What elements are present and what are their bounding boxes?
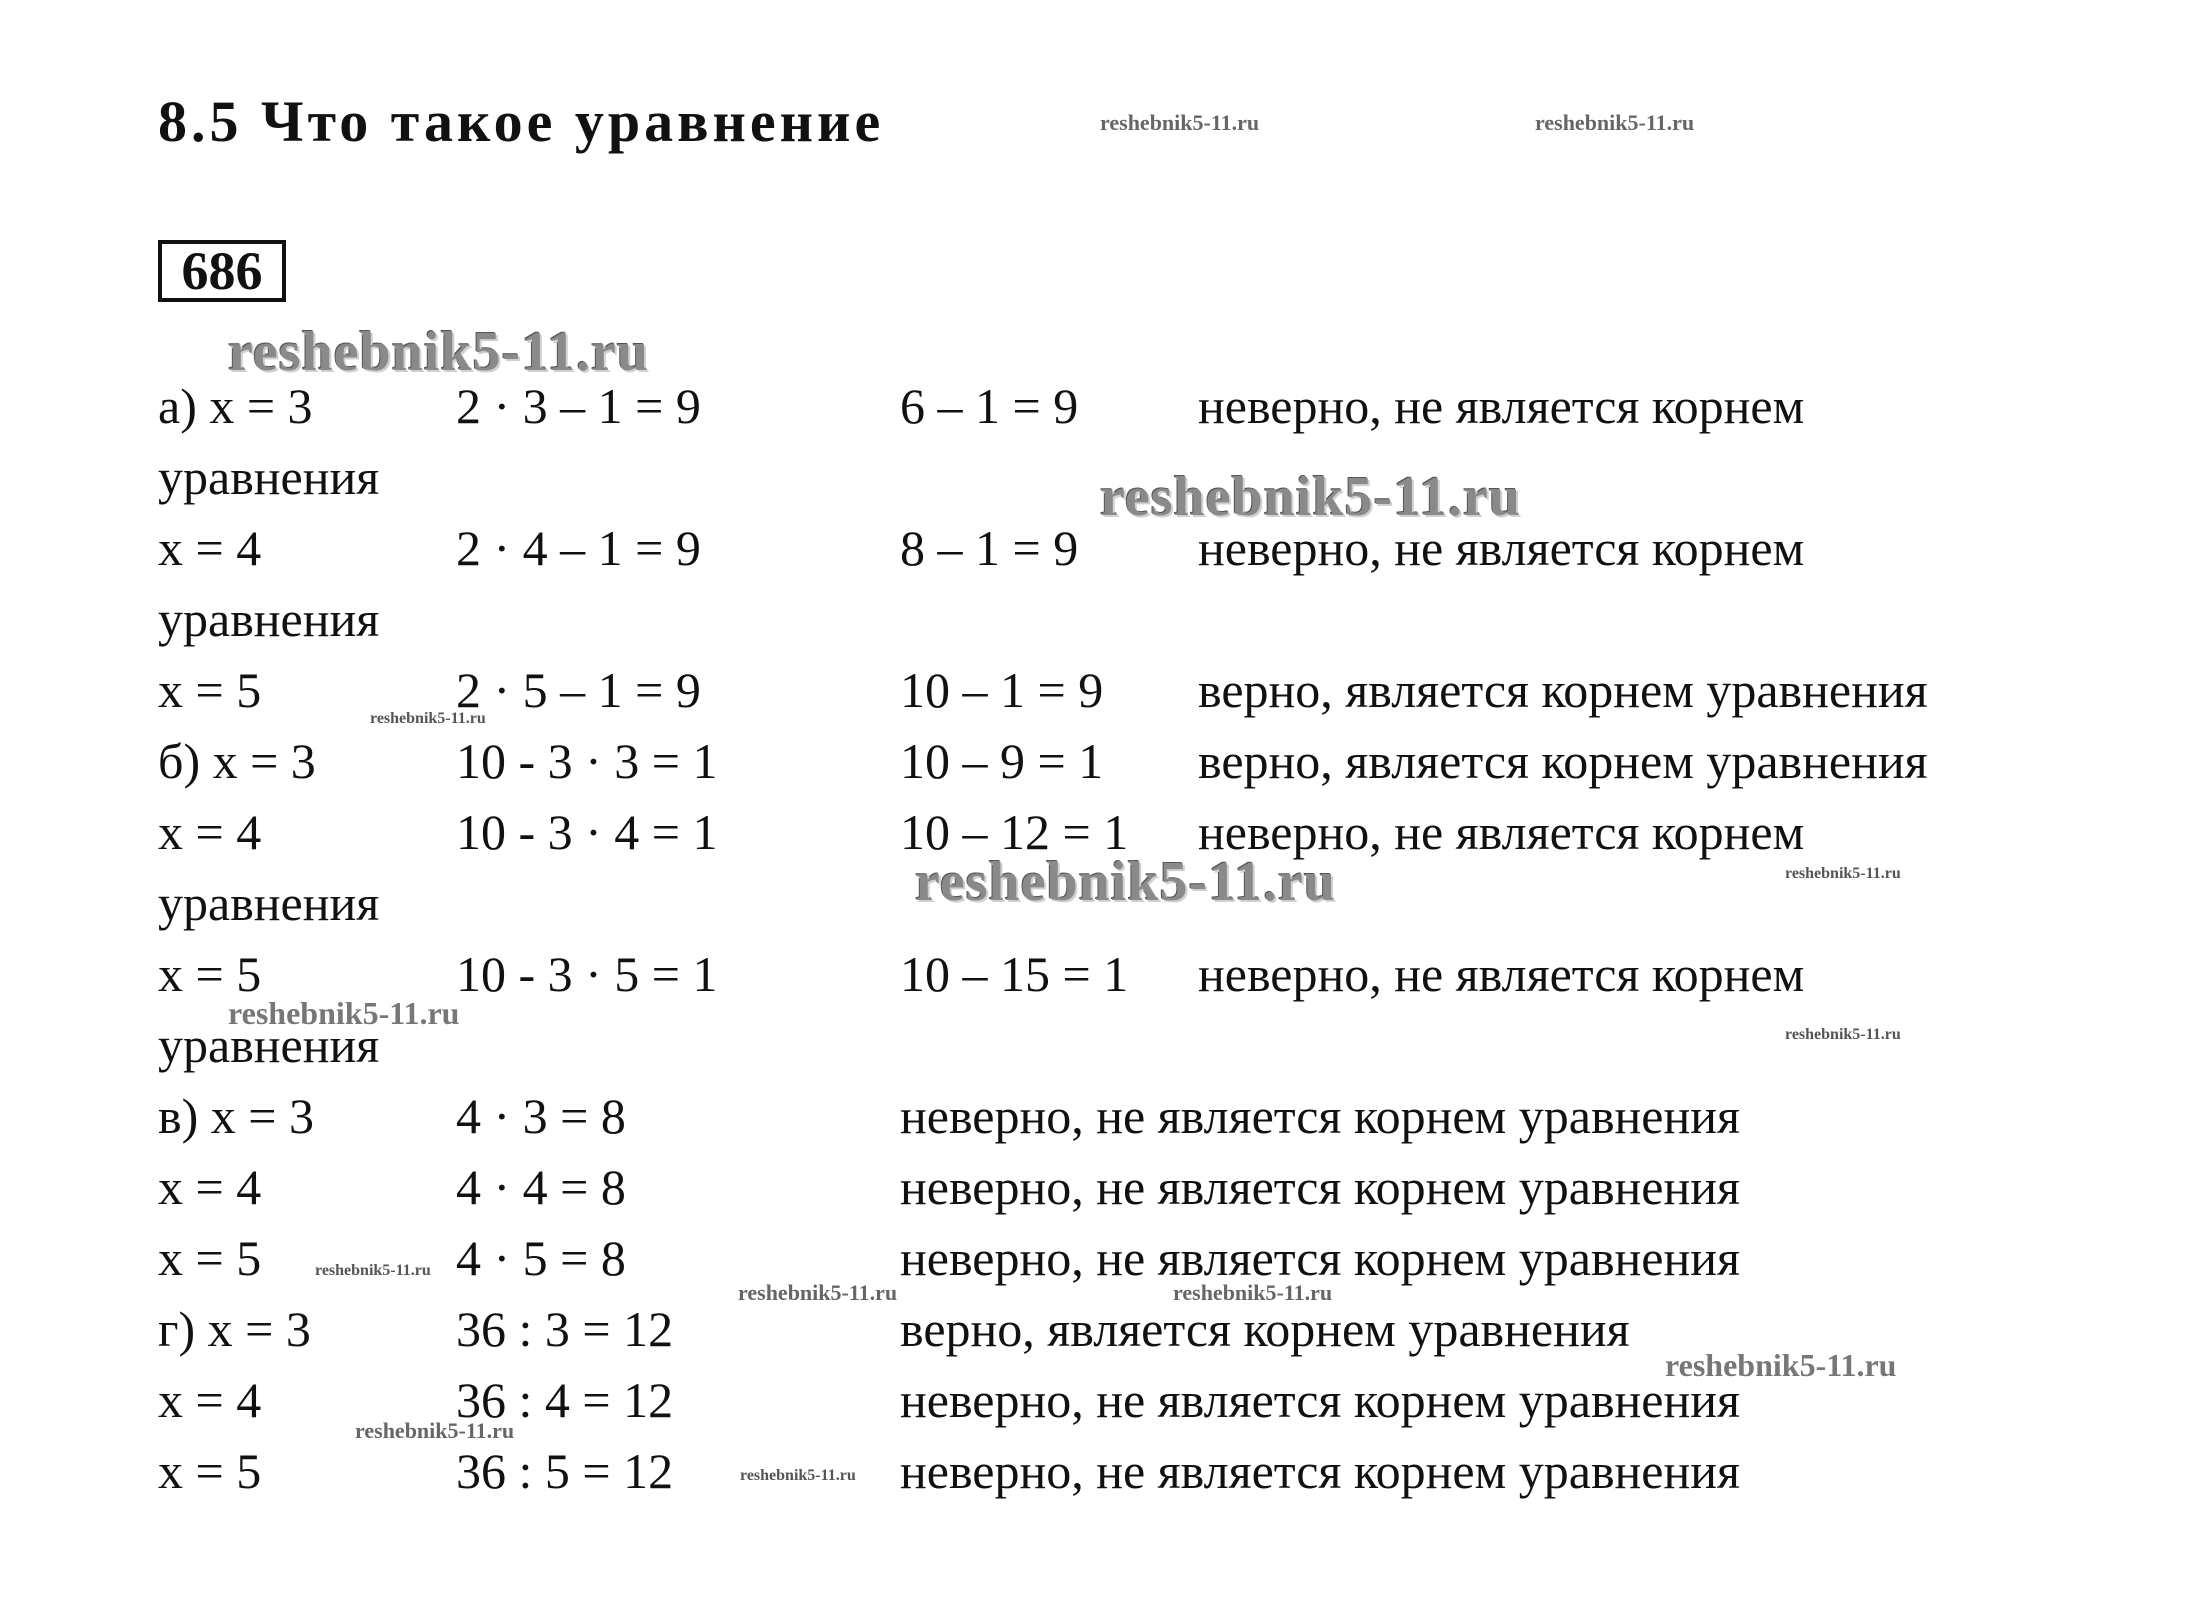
evaluation: 6 – 1 = 9 [900, 378, 1079, 434]
substitution: 4 · 4 = 8 [456, 1159, 626, 1215]
variable-value: б) x = 3 [158, 733, 316, 789]
substitution: 36 : 4 = 12 [456, 1372, 674, 1428]
substitution: 36 : 5 = 12 [456, 1443, 674, 1499]
watermark: reshebnik5-11.ru [1100, 466, 1522, 528]
evaluation: 10 – 9 = 1 [900, 733, 1104, 789]
watermark: reshebnik5-11.ru [1535, 110, 1695, 135]
verdict: неверно, не является корнем [1198, 520, 1805, 576]
watermark: reshebnik5-11.ru [915, 851, 1337, 913]
substitution: 4 · 5 = 8 [456, 1230, 626, 1286]
verdict: неверно, не является корнем уравнения [900, 1088, 1741, 1144]
substitution: 4 · 3 = 8 [456, 1088, 626, 1144]
watermark: reshebnik5-11.ru [370, 710, 486, 727]
verdict: неверно, не является корнем уравнения [900, 1443, 1741, 1499]
evaluation: 10 – 15 = 1 [900, 946, 1129, 1002]
variable-value: x = 4 [158, 1159, 262, 1215]
continuation: уравнения [158, 875, 380, 931]
variable-value: x = 5 [158, 1443, 262, 1499]
substitution: 2 · 5 – 1 = 9 [456, 662, 701, 718]
watermark: reshebnik5-11.ru [1785, 1026, 1901, 1043]
variable-value: x = 4 [158, 804, 262, 860]
continuation: уравнения [158, 1017, 380, 1073]
watermark: reshebnik5-11.ru [740, 1467, 856, 1484]
watermark: reshebnik5-11.ru [228, 321, 650, 383]
verdict: неверно, не является корнем уравнения [900, 1372, 1741, 1428]
variable-value: x = 5 [158, 1230, 262, 1286]
verdict: неверно, не является корнем [1198, 378, 1805, 434]
task-number: 686 [158, 240, 286, 302]
verdict: верно, является корнем уравнения [1198, 733, 1928, 789]
evaluation: 8 – 1 = 9 [900, 520, 1079, 576]
verdict: неверно, не является корнем уравнения [900, 1159, 1741, 1215]
verdict: неверно, не является корнем [1198, 804, 1805, 860]
watermark: reshebnik5-11.ru [355, 1418, 515, 1443]
verdict: верно, является корнем уравнения [900, 1301, 1630, 1357]
watermark: reshebnik5-11.ru [1665, 1347, 1897, 1383]
watermark: reshebnik5-11.ru [1100, 110, 1260, 135]
substitution: 2 · 3 – 1 = 9 [456, 378, 701, 434]
variable-value: г) x = 3 [158, 1301, 311, 1357]
continuation: уравнения [158, 449, 380, 505]
page-title: 8.5 Что такое уравнение [158, 89, 885, 154]
substitution: 10 - 3 · 5 = 1 [456, 946, 718, 1002]
continuation: уравнения [158, 591, 380, 647]
watermark: reshebnik5-11.ru [228, 995, 460, 1031]
variable-value: x = 5 [158, 946, 262, 1002]
watermark: reshebnik5-11.ru [1173, 1280, 1333, 1305]
variable-value: x = 4 [158, 520, 262, 576]
variable-value: x = 5 [158, 662, 262, 718]
verdict: неверно, не является корнем уравнения [900, 1230, 1741, 1286]
evaluation: 10 – 12 = 1 [900, 804, 1129, 860]
verdict: неверно, не является корнем [1198, 946, 1805, 1002]
watermark: reshebnik5-11.ru [315, 1262, 431, 1279]
watermark: reshebnik5-11.ru [1785, 865, 1901, 882]
verdict: верно, является корнем уравнения [1198, 662, 1928, 718]
variable-value: в) x = 3 [158, 1088, 314, 1144]
substitution: 36 : 3 = 12 [456, 1301, 674, 1357]
substitution: 10 - 3 · 3 = 1 [456, 733, 718, 789]
variable-value: x = 4 [158, 1372, 262, 1428]
substitution: 10 - 3 · 4 = 1 [456, 804, 718, 860]
variable-value: а) x = 3 [158, 378, 313, 434]
substitution: 2 · 4 – 1 = 9 [456, 520, 701, 576]
evaluation: 10 – 1 = 9 [900, 662, 1104, 718]
watermark: reshebnik5-11.ru [738, 1280, 898, 1305]
